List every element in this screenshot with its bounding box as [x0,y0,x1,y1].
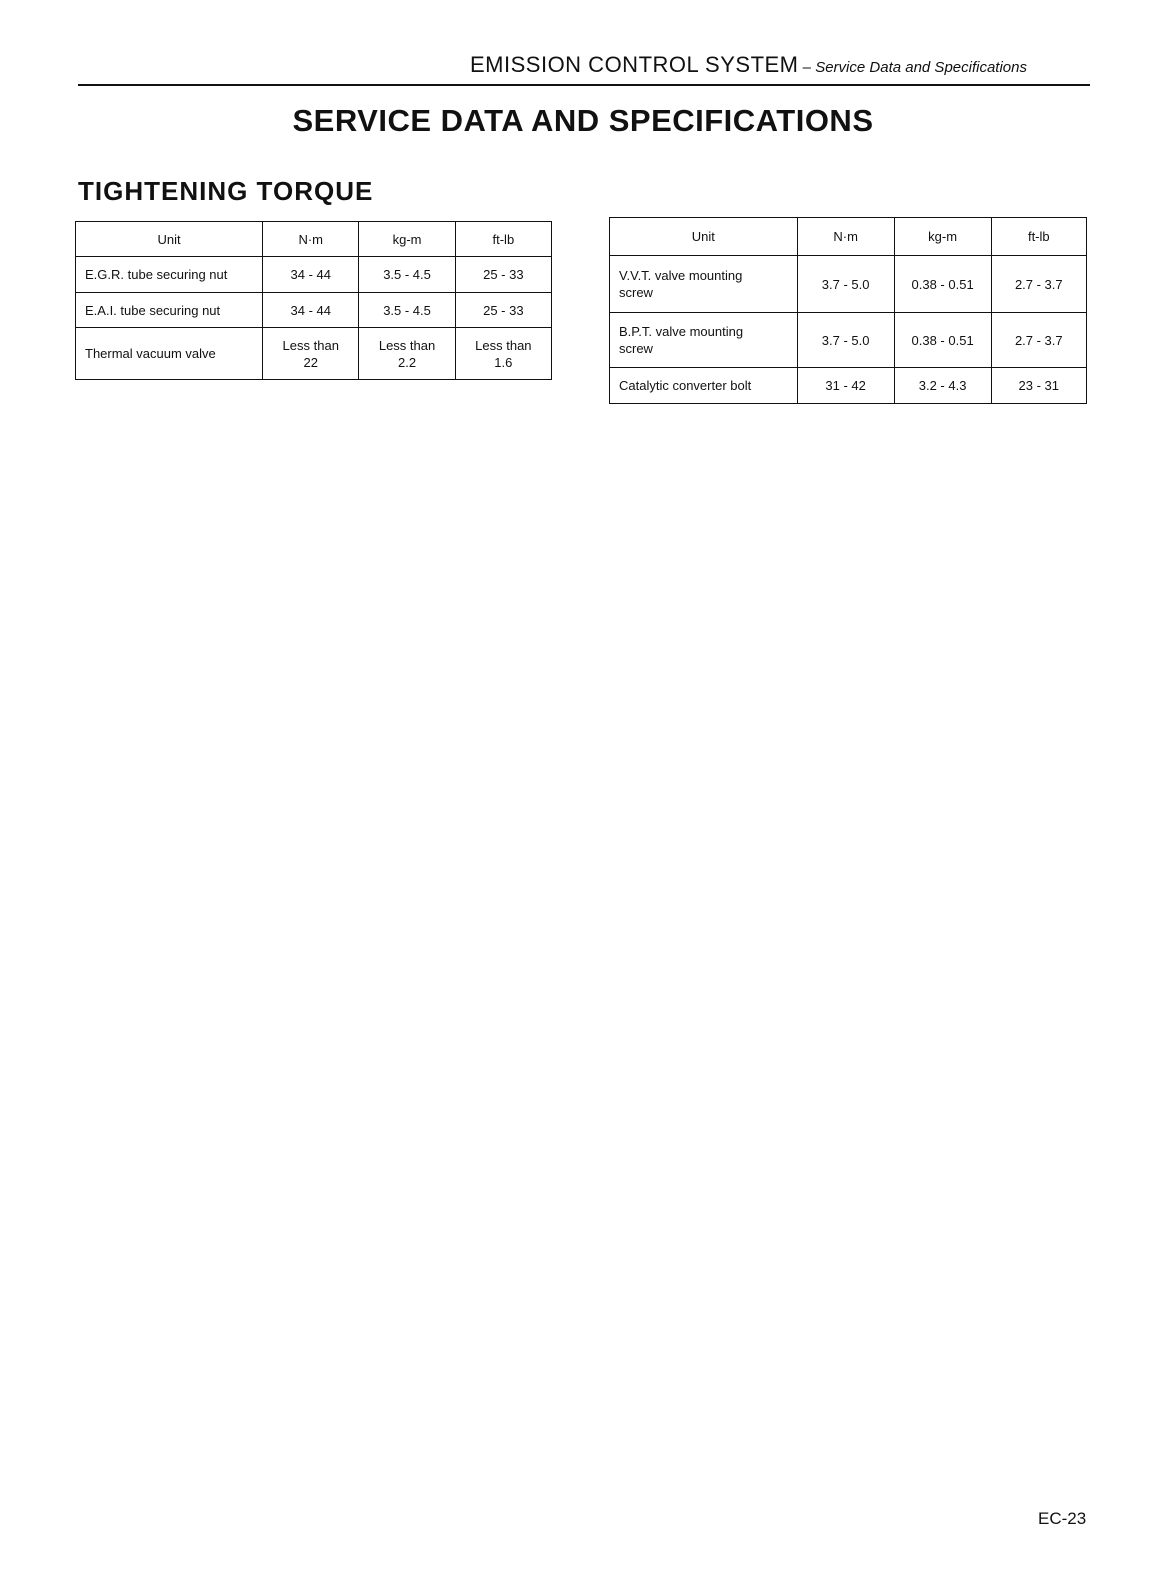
cell-kgm: 0.38 - 0.51 [894,256,991,313]
cell-kgm: 3.2 - 4.3 [894,368,991,404]
cell-kgm: 0.38 - 0.51 [894,313,991,368]
header-rule [78,84,1090,86]
column-header-nm: N·m [797,218,894,256]
cell-item: E.A.I. tube securing nut [76,293,263,328]
running-header-section: EMISSION CONTROL SYSTEM [470,52,799,77]
cell-ftlb: 25 - 33 [455,293,551,328]
cell-ftlb: 23 - 31 [991,368,1086,404]
table-row [610,313,1087,368]
cell-item-line1: V.V.T. valve mounting [619,268,743,283]
torque-table-right [609,217,1087,404]
cell-item: E.G.R. tube securing nut [76,257,263,293]
cell-nm-line1: Less than [282,337,339,353]
table-row [610,368,1087,404]
cell-ftlb [455,328,551,380]
cell-kgm-line2: 2.2 [398,354,417,370]
torque-table-left [75,221,552,380]
cell-item: Thermal vacuum valve [76,328,263,380]
page-title: SERVICE DATA AND SPECIFICATIONS [292,103,874,138]
table-header-row [76,222,552,257]
cell-kgm [359,328,455,380]
cell-item-line1: B.P.T. valve mounting [619,324,744,339]
cell-nm: 3.7 - 5.0 [797,313,894,368]
cell-kgm: 3.5 - 4.5 [359,257,455,293]
table-header-row [610,218,1087,256]
table-row [76,257,552,293]
column-header-kgm: kg-m [894,218,991,256]
running-header [470,52,1027,78]
cell-item: Catalytic converter bolt [610,368,798,404]
column-header-nm: N·m [263,222,359,257]
cell-ftlb: 2.7 - 3.7 [991,256,1086,313]
column-header-unit: Unit [76,222,263,257]
running-header-dash: – [798,59,816,76]
page-number: EC-23 [1038,1509,1087,1528]
cell-ftlb: 2.7 - 3.7 [991,313,1086,368]
section-heading: TIGHTENING TORQUE [78,176,374,206]
cell-item-line2: screw [619,341,653,356]
table-row [76,293,552,328]
table-row [76,328,552,380]
column-header-kgm: kg-m [359,222,455,257]
column-header-unit: Unit [610,218,798,256]
cell-nm: 34 - 44 [263,293,359,328]
cell-ftlb: 25 - 33 [455,257,551,293]
cell-ftlb-line1: Less than [475,337,532,353]
table-row [610,256,1087,313]
cell-nm: 34 - 44 [263,257,359,293]
running-header-subsection: Service Data and Specifications [815,59,1027,76]
cell-nm: 31 - 42 [797,368,894,404]
column-header-ftlb: ft-lb [455,222,551,257]
cell-item-line2: screw [619,285,653,300]
cell-ftlb-line2: 1.6 [494,354,513,370]
cell-nm-line2: 22 [303,354,318,370]
cell-item [610,313,798,368]
column-header-ftlb: ft-lb [991,218,1086,256]
cell-item [610,256,798,313]
cell-kgm-line1: Less than [378,337,436,353]
cell-kgm: 3.5 - 4.5 [359,293,455,328]
cell-nm [263,328,359,380]
cell-nm: 3.7 - 5.0 [797,256,894,313]
